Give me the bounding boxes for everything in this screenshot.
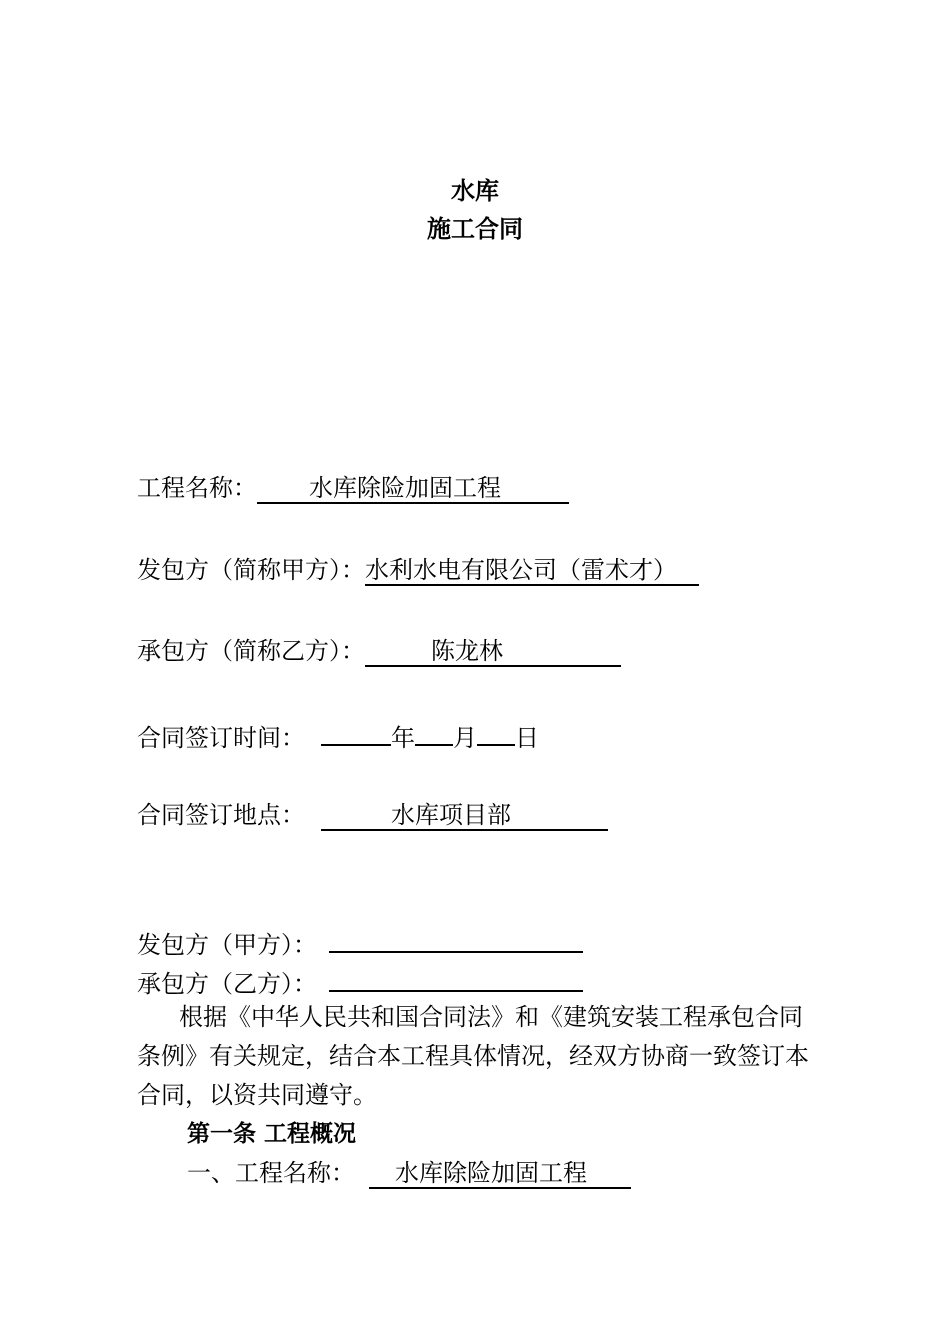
project-name-label: 工程名称： <box>137 474 257 502</box>
party-b-blank <box>329 962 583 992</box>
day-label: 日 <box>515 724 539 752</box>
project-name-value: 水库除险加固工程 <box>309 474 501 502</box>
month-blank <box>415 716 453 746</box>
item-1-value: 水库除险加固工程 <box>395 1159 587 1187</box>
party-a-row <box>137 923 583 961</box>
employer-underline <box>365 556 699 586</box>
sign-place-label: 合同签订地点： <box>137 801 305 829</box>
item-1-row <box>187 1157 631 1189</box>
article-1-heading: 第一条 工程概况 <box>187 1121 357 1147</box>
sign-place-underline <box>321 801 608 831</box>
year-label: 年 <box>391 724 415 752</box>
sign-place-value: 水库项目部 <box>391 801 511 829</box>
sign-date-label: 合同签订时间： <box>137 724 305 752</box>
party-b-row <box>137 962 583 1000</box>
item-1-underline <box>369 1159 631 1189</box>
employer-label: 发包方（简称甲方）： <box>137 556 365 584</box>
month-label: 月 <box>453 724 477 752</box>
contractor-row <box>137 635 621 667</box>
day-blank <box>477 716 515 746</box>
title-line-2: 施工合同 <box>427 215 523 243</box>
party-a-blank <box>329 923 583 953</box>
preamble-paragraph: 根据《中华人民共和国合同法》和《建筑安装工程承包合同条例》有关规定，结合本工程具体情况，经双方协商一致签订本合同，以资共同遵守。 <box>137 1003 809 1109</box>
project-name-underline <box>257 474 569 504</box>
title-line-1: 水库 <box>451 177 499 205</box>
sign-place-row <box>137 799 608 831</box>
sign-date-row <box>137 716 539 754</box>
party-a-label: 发包方（甲方）： <box>137 931 317 959</box>
employer-value: 水利水电有限公司（雷术才） <box>365 556 677 584</box>
contractor-underline <box>365 637 621 667</box>
item-1-label: 一、工程名称： <box>187 1159 355 1187</box>
employer-row <box>137 554 699 586</box>
project-name-row <box>137 472 569 504</box>
contractor-label: 承包方（简称乙方）： <box>137 637 365 665</box>
contractor-value: 陈龙林 <box>431 637 503 665</box>
party-b-label: 承包方（乙方）： <box>137 970 317 998</box>
year-blank <box>321 716 391 746</box>
